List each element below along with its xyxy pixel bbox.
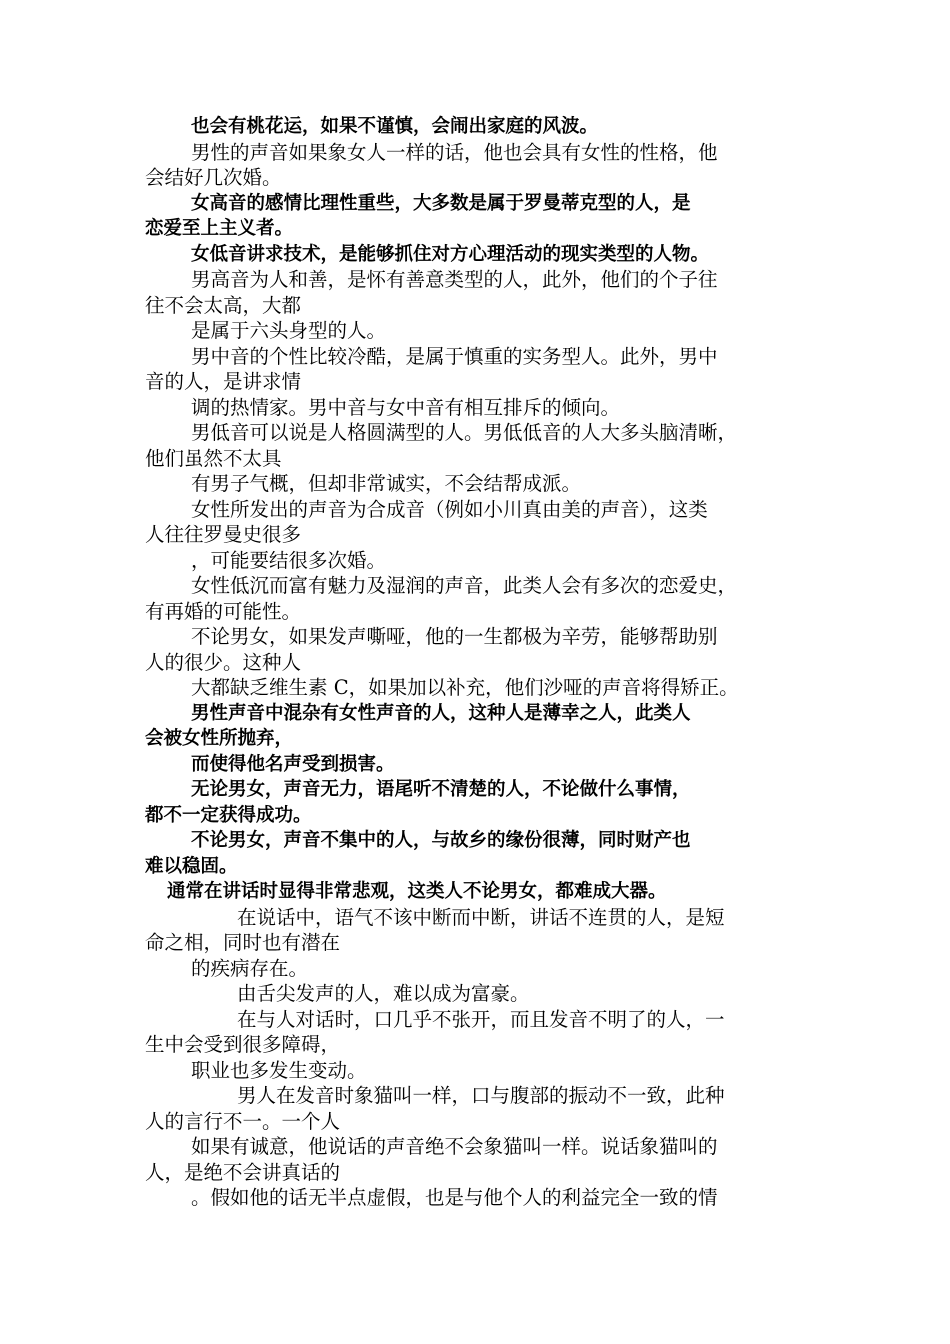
text-line: 女低音讲求技术，是能够抓住对方心理活动的现实类型的人物。 — [191, 243, 710, 265]
text-line: 女高音的感情比理性重些，大多数是属于罗曼蒂克型的人，是 — [191, 192, 691, 214]
text-line: 大都缺乏维生素 C，如果加以补充，他们沙哑的声音将得矫正。 — [191, 676, 739, 699]
text-line: 都不一定获得成功。 — [145, 804, 312, 826]
text-line: 音的人，是讲求情 — [145, 370, 302, 393]
text-line: 往不会太高，大都 — [145, 293, 302, 317]
text-line: 男性的声音如果象女人一样的话，他也会具有女性的性格，他 — [191, 140, 718, 164]
text-line: 女性低沉而富有魅力及湿润的声音，此类人会有多次的恋爱史， — [191, 574, 738, 597]
text-line: ，可能要结很多次婚。 — [191, 548, 387, 572]
text-line: 调的热情家。男中音与女中音有相互排斥的倾向。 — [191, 395, 621, 419]
text-line: 男低音可以说是人格圆满型的人。男低低音的人大多头脑清晰， — [191, 421, 738, 444]
text-line: 不论男女，声音不集中的人，与故乡的缘份很薄，同时财产也 — [191, 830, 691, 851]
text-line: 他们虽然不太具 — [145, 446, 282, 470]
text-line: 有男子气概，但却非常诚实，不会结帮成派。 — [191, 472, 582, 495]
text-line: 在与人对话时，口几乎不张开，而且发音不明了的人，一 — [237, 1007, 725, 1031]
text-line: 而使得他名声受到损害。 — [191, 753, 395, 775]
text-line: 男性声音中混杂有女性声音的人，这种人是薄幸之人，此类人 — [191, 702, 691, 724]
text-line: 会被女性所抛弃， — [145, 728, 294, 749]
text-line: 人，是绝不会讲真话的 — [145, 1160, 341, 1184]
text-line: 职业也多发生变动。 — [191, 1058, 367, 1082]
body-text — [145, 114, 809, 1211]
text-line: 生中会受到很多障碍， — [145, 1033, 341, 1056]
text-line: 在说话中，语气不该中断而中断，讲话不连贯的人，是短 — [237, 905, 725, 929]
text-line: 人的言行不一。一个人 — [145, 1109, 341, 1133]
text-line: 难以稳固。 — [145, 855, 238, 877]
text-line: 。假如他的话无半点虚假，也是与他个人的利益完全一致的情 — [191, 1186, 718, 1209]
text-line: 通常在讲话时显得非常悲观，这类人不论男女，都难成大器。 — [167, 881, 667, 902]
text-line: 会结好几次婚。 — [145, 166, 282, 189]
text-line: 女性所发出的声音为合成音（例如小川真由美的声音），这类 — [191, 497, 708, 521]
text-line: 不论男女，如果发声嘶哑，他的一生都极为辛劳，能够帮助别 — [191, 625, 718, 648]
text-line: 也会有桃花运，如果不谨慎，会闹出家庭的风波。 — [191, 116, 599, 137]
text-line: 恋爱至上主义者。 — [145, 218, 294, 239]
text-line: 是属于六头身型的人。 — [191, 319, 387, 342]
text-line: 无论男女，声音无力，语尾听不清楚的人，不论做什么事情， — [191, 779, 691, 800]
text-line: 的疾病存在。 — [191, 956, 309, 980]
text-line: 如果有诚意，他说话的声音绝不会象猫叫一样。说话象猫叫的 — [191, 1135, 718, 1158]
text-line: 人的很少。这种人 — [145, 650, 302, 674]
text-line: 人往往罗曼史很多 — [145, 523, 302, 546]
text-line: 男人在发音时象猫叫一样，口与腹部的振动不一致，此种 — [237, 1084, 725, 1107]
text-line: 命之相，同时也有潜在 — [145, 931, 341, 954]
text-line: 由舌尖发声的人，难以成为富豪。 — [237, 982, 530, 1005]
text-line: 男中音的个性比较冷酷，是属于慎重的实务型人。此外，男中 — [191, 344, 718, 368]
text-line: 男高音为人和善，是怀有善意类型的人，此外，他们的个子往 — [191, 268, 718, 291]
text-line: 有再婚的可能性。 — [145, 599, 302, 623]
